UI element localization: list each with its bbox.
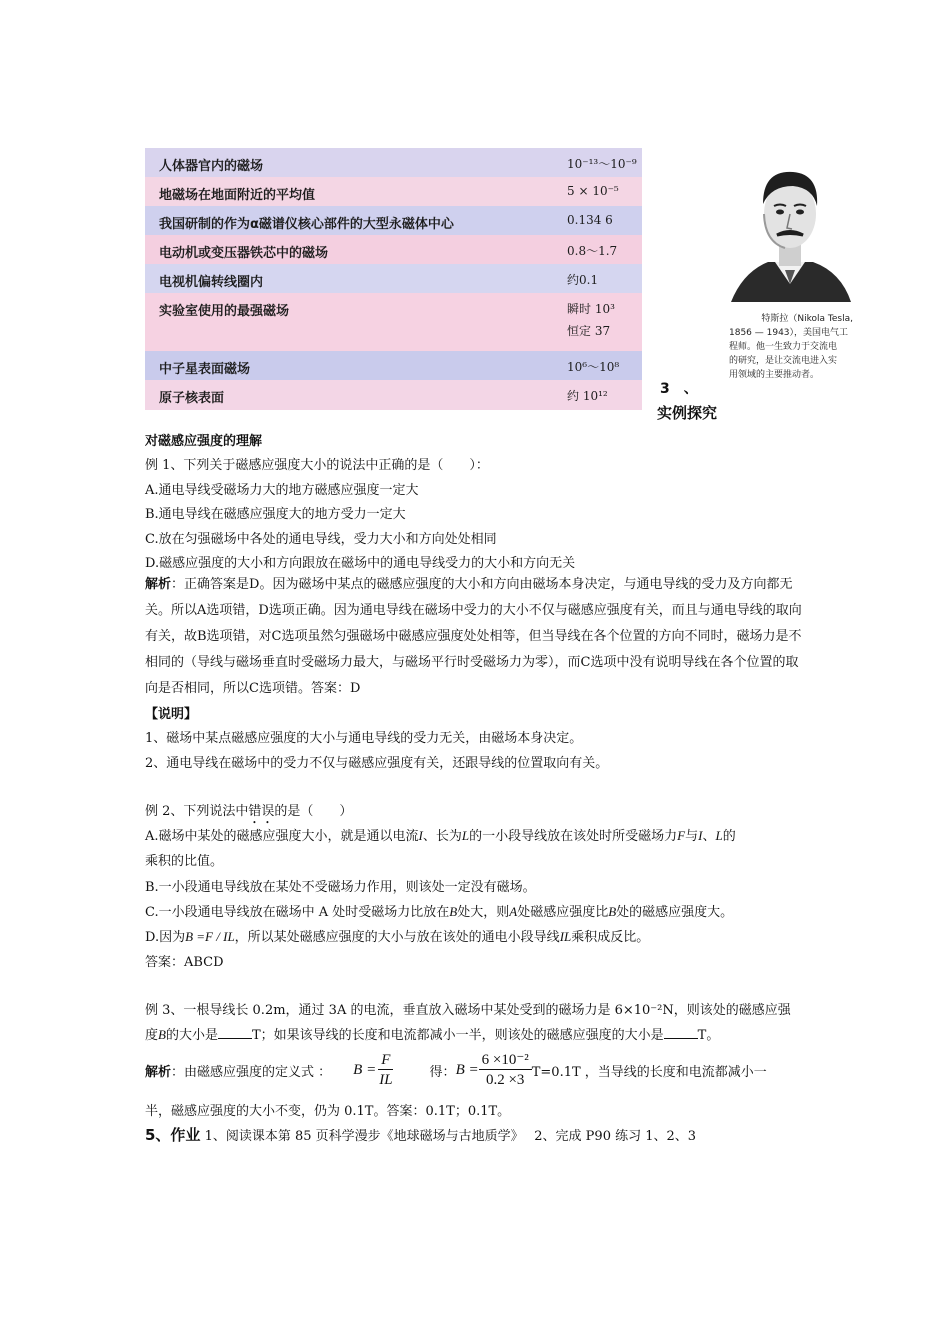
example3-line1: 例 3、一根导线长 0.2m，通过 3A 的电流，垂直放入磁场中某处受到的磁场力是 6×10⁻²N，则该处的磁感应强	[145, 1003, 791, 1018]
field-value: 恒定 37	[567, 324, 611, 338]
field-table-row	[145, 293, 642, 351]
field-table-row	[145, 177, 642, 206]
field-label: 人体器官内的磁场	[159, 159, 264, 174]
analysis-label: 解析	[145, 577, 172, 592]
definition-formula: $\frac{F}{IL}$	[379, 1051, 393, 1088]
example2-option-a-cont: 乘积的比值。	[145, 854, 224, 869]
example3-line2: 度B的大小是 T；如果该导线的长度和电流都减小一半，则该处的磁感应强度的大小是 T。	[145, 1027, 720, 1043]
example3-analysis-cont: 半，磁感应强度的大小不变，仍为 0.1T。答案：0.1T；0.1T。	[145, 1104, 511, 1119]
field-label: 实验室使用的最强磁场	[159, 304, 290, 319]
field-table-row	[145, 351, 642, 380]
note-title: 【说明】	[145, 707, 198, 722]
example1-option-c: C.放在匀强磁场中各处的通电导线，受力大小和方向处处相同	[145, 532, 497, 547]
field-value: 10⁻¹³～10⁻⁹	[567, 157, 637, 171]
example2-option-c: C.一小段通电导线放在磁场中 A 处时受磁场力比放在B处大，则A处磁感应强度比B处的磁感应强度大。	[145, 904, 734, 920]
field-value: 0.8～1.7	[567, 244, 618, 258]
section-number: 3 、	[660, 381, 698, 397]
example2-question: 例 2、下列说法中错误的是（ ）	[145, 804, 353, 819]
field-table-row	[145, 235, 642, 264]
example2-option-d: D.因为B =F / IL，所以某处磁感应强度的大小与放在该处的通电小段导线IL乘积成反比。	[145, 929, 650, 945]
field-label: 我国研制的作为α磁谱仪核心部件的大型永磁体中心	[159, 217, 454, 232]
example2-answer: 答案：ABCD	[145, 955, 224, 970]
field-value: 约0.1	[567, 273, 599, 287]
note-item: 2、通电导线在磁场中的受力不仅与磁感应强度有关，还跟导线的位置取向有关。	[145, 756, 609, 771]
portrait-caption: 特斯拉（Nikola Tesla, 1856 — 1943），美国电气工 程师。他一生致力于交流电 的研究，是让交流电进入实 用领域的主要推动者。	[729, 314, 853, 380]
example1-option-a: A.通电导线受磁场力大的地方磁感应强度一定大	[145, 483, 419, 498]
tesla-illustration	[723, 152, 857, 308]
field-label: 地磁场在地面附近的平均值	[159, 188, 316, 203]
homework: 5、作业 1、阅读课本第 85 页科学漫步《地球磁场与古地质学》 2、完成 P90 练习 1、2、3	[145, 1126, 697, 1144]
calculation-formula: $\frac{\text{6 ×10⁻²}}{0.2 \times 3}$	[479, 1051, 532, 1090]
field-table-row	[145, 148, 642, 177]
field-value: 0.134 6	[567, 213, 613, 227]
note-item: 1、磁场中某点磁感应强度的大小与通电导线的受力无关，由磁场本身决定。	[145, 731, 583, 746]
field-table-row	[145, 206, 642, 235]
magnetic-field-table	[145, 148, 642, 410]
field-label: 原子核表面	[159, 391, 225, 406]
example1-question: 例 1、下列关于磁感应强度大小的说法中正确的是（ ）：	[145, 458, 489, 473]
field-value: 10⁶～10⁸	[567, 360, 620, 374]
field-table-row	[145, 380, 642, 410]
topic-title: 对磁感应强度的理解	[145, 434, 263, 449]
example1-option-b: B.通电导线在磁感应强度大的地方受力一定大	[145, 507, 406, 522]
field-label: 中子星表面磁场	[159, 362, 251, 377]
field-table-row	[145, 264, 642, 293]
field-label: 电视机偏转线圈内	[159, 275, 264, 290]
section-title: 实例探究	[657, 404, 718, 422]
example3-analysis: 解析 ：由磁感应强度的定义式 ： B = $\frac{F}{IL}$ 得： B = $\frac{\text{6 ×10⁻²}}{0.2 \times 3}$ T=0.1T ，当导线的长度和电流都减小一	[145, 1051, 767, 1088]
example1-option-d: D.磁感应强度的大小和方向跟放在磁场中的通电导线受力的大小和方向无关	[145, 556, 576, 571]
field-value: 瞬时 10³	[567, 302, 615, 316]
answer-blank[interactable]	[664, 1026, 698, 1039]
example1-analysis: 解析：正确答案是D。因为磁场中某点的磁感应强度的大小和方向由磁场本身决定，与通电导线的受力及方向都无关。所以A选项错，D选项正确。因为通电导线在磁场中受力的大小不仅与磁感应强度有关，而且与通电导线的取向有关，故B选项错，对C选项虽然匀强磁场中磁感应强度处处相等，但当导线在各个位置的方向不同时，磁场力是不相同的（导线与磁场垂直时受磁场力最大，与磁场平行时受磁场力为零），而C选项中没有说明导线在各个位置的取向是否相同，所以C选项错。答案：D	[145, 577, 802, 696]
example2-option-b: B.一小段通电导线放在某处不受磁场力作用，则该处一定没有磁场。	[145, 880, 536, 895]
field-label: 电动机或变压器铁芯中的磁场	[159, 246, 329, 261]
tesla-portrait	[723, 152, 857, 398]
field-value: 5 × 10⁻⁵	[567, 184, 619, 198]
answer-blank[interactable]	[218, 1026, 252, 1039]
example2-option-a: A.磁场中某处的磁感应强度大小，就是通以电流I、长为L的一小段导线放在该处时所受磁场力F与I、L的	[145, 828, 736, 844]
field-value: 约 10¹²	[567, 389, 608, 403]
